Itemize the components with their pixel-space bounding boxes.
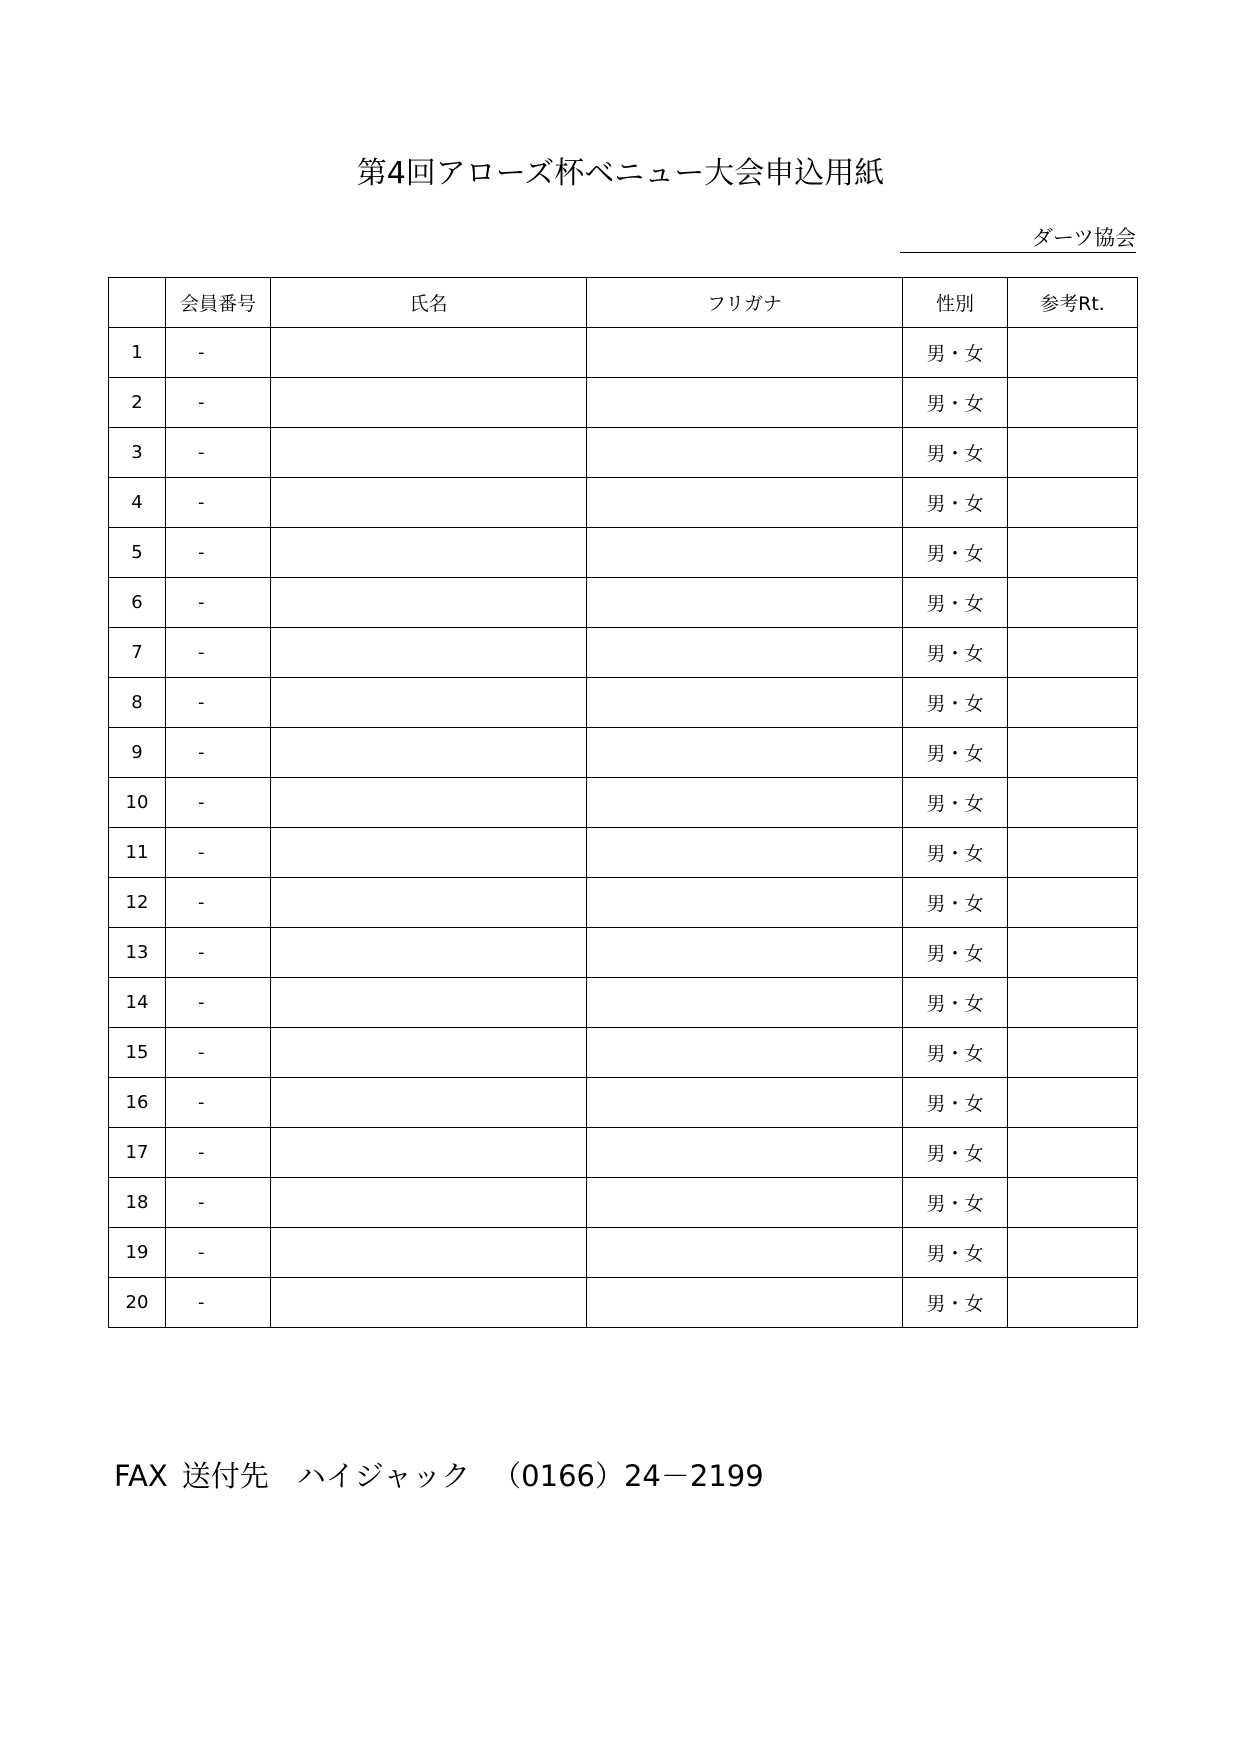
rating-cell[interactable] — [1008, 578, 1138, 628]
member-id-cell[interactable]: - — [166, 1278, 271, 1328]
row-number: 9 — [109, 728, 166, 778]
sex-cell[interactable]: 男・女 — [903, 728, 1008, 778]
row-number: 14 — [109, 978, 166, 1028]
sex-cell[interactable]: 男・女 — [903, 1278, 1008, 1328]
furigana-cell[interactable] — [587, 678, 903, 728]
row-number: 5 — [109, 528, 166, 578]
sex-cell[interactable]: 男・女 — [903, 1078, 1008, 1128]
table-row — [109, 978, 1138, 1028]
row-number: 1 — [109, 328, 166, 378]
fax-number: （0166）24－2199 — [492, 1459, 764, 1493]
rating-cell[interactable] — [1008, 528, 1138, 578]
member-id-cell[interactable]: - — [166, 1178, 271, 1228]
member-id-cell[interactable]: - — [166, 1078, 271, 1128]
row-number: 6 — [109, 578, 166, 628]
row-number: 11 — [109, 828, 166, 878]
table-row — [109, 878, 1138, 928]
member-id-cell[interactable]: - — [166, 678, 271, 728]
furigana-cell[interactable] — [587, 1278, 903, 1328]
member-id-cell[interactable]: - — [166, 428, 271, 478]
table-row — [109, 428, 1138, 478]
sex-cell[interactable]: 男・女 — [903, 778, 1008, 828]
furigana-cell[interactable] — [587, 778, 903, 828]
row-number: 10 — [109, 778, 166, 828]
fax-label: FAX — [114, 1459, 168, 1493]
organization-name: ダーツ協会 — [900, 224, 1136, 253]
name-cell[interactable] — [271, 678, 587, 728]
table-row — [109, 1128, 1138, 1178]
table-row — [109, 928, 1138, 978]
name-cell[interactable] — [271, 978, 587, 1028]
furigana-cell[interactable] — [587, 478, 903, 528]
member-id-cell[interactable]: - — [166, 728, 271, 778]
fax-destination-label: 送付先 — [181, 1459, 269, 1493]
sex-cell[interactable]: 男・女 — [903, 828, 1008, 878]
table-row — [109, 1028, 1138, 1078]
table-row — [109, 728, 1138, 778]
rating-cell[interactable] — [1008, 678, 1138, 728]
member-id-cell[interactable]: - — [166, 928, 271, 978]
row-number: 2 — [109, 378, 166, 428]
name-cell[interactable] — [271, 1228, 587, 1278]
rating-cell[interactable] — [1008, 428, 1138, 478]
furigana-cell[interactable] — [587, 528, 903, 578]
sex-cell[interactable]: 男・女 — [903, 978, 1008, 1028]
name-cell[interactable] — [271, 428, 587, 478]
sex-cell[interactable]: 男・女 — [903, 578, 1008, 628]
name-cell[interactable] — [271, 478, 587, 528]
sex-cell[interactable]: 男・女 — [903, 428, 1008, 478]
rating-cell[interactable] — [1008, 978, 1138, 1028]
sex-cell[interactable]: 男・女 — [903, 928, 1008, 978]
furigana-cell[interactable] — [587, 828, 903, 878]
sex-cell[interactable]: 男・女 — [903, 1228, 1008, 1278]
rating-cell[interactable] — [1008, 378, 1138, 428]
member-id-cell[interactable]: - — [166, 328, 271, 378]
furigana-cell[interactable] — [587, 978, 903, 1028]
rating-cell[interactable] — [1008, 1178, 1138, 1228]
table-row — [109, 1178, 1138, 1228]
sex-cell[interactable]: 男・女 — [903, 528, 1008, 578]
member-id-cell[interactable]: - — [166, 828, 271, 878]
row-number: 3 — [109, 428, 166, 478]
name-cell[interactable] — [271, 1178, 587, 1228]
furigana-cell[interactable] — [587, 1128, 903, 1178]
header-member-id: 会員番号 — [166, 278, 271, 328]
rating-cell[interactable] — [1008, 1228, 1138, 1278]
sex-cell[interactable]: 男・女 — [903, 1128, 1008, 1178]
row-number: 8 — [109, 678, 166, 728]
fax-recipient: ハイジャック — [296, 1459, 471, 1493]
furigana-cell[interactable] — [587, 728, 903, 778]
table-row — [109, 578, 1138, 628]
row-number: 12 — [109, 878, 166, 928]
row-number: 15 — [109, 1028, 166, 1078]
row-number: 4 — [109, 478, 166, 528]
sex-cell[interactable]: 男・女 — [903, 878, 1008, 928]
member-id-cell[interactable]: - — [166, 528, 271, 578]
page-title: 第4回アローズ杯ベニュー大会申込用紙 — [356, 156, 885, 191]
row-number: 17 — [109, 1128, 166, 1178]
furigana-cell[interactable] — [587, 878, 903, 928]
member-id-cell[interactable]: - — [166, 578, 271, 628]
furigana-cell[interactable] — [587, 428, 903, 478]
row-number: 18 — [109, 1178, 166, 1228]
furigana-cell[interactable] — [587, 1078, 903, 1128]
row-number: 16 — [109, 1078, 166, 1128]
row-number: 20 — [109, 1278, 166, 1328]
rating-cell[interactable] — [1008, 928, 1138, 978]
member-id-cell[interactable]: - — [166, 628, 271, 678]
furigana-cell[interactable] — [587, 578, 903, 628]
rating-cell[interactable] — [1008, 1078, 1138, 1128]
rating-cell[interactable] — [1008, 1128, 1138, 1178]
table-row — [109, 1278, 1138, 1328]
name-cell[interactable] — [271, 578, 587, 628]
fax-line — [114, 1456, 764, 1496]
table-row — [109, 1078, 1138, 1128]
rating-cell[interactable] — [1008, 328, 1138, 378]
table-row — [109, 378, 1138, 428]
rating-cell[interactable] — [1008, 478, 1138, 528]
header-furigana: フリガナ — [587, 278, 903, 328]
name-cell[interactable] — [271, 878, 587, 928]
rating-cell[interactable] — [1008, 1028, 1138, 1078]
table-header-row — [109, 278, 1138, 328]
name-cell[interactable] — [271, 1128, 587, 1178]
name-cell[interactable] — [271, 1278, 587, 1328]
member-id-cell[interactable]: - — [166, 478, 271, 528]
furigana-cell[interactable] — [587, 628, 903, 678]
header-sex: 性別 — [903, 278, 1008, 328]
table-row — [109, 828, 1138, 878]
name-cell[interactable] — [271, 528, 587, 578]
rating-cell[interactable] — [1008, 1278, 1138, 1328]
sex-cell[interactable]: 男・女 — [903, 478, 1008, 528]
rating-cell[interactable] — [1008, 628, 1138, 678]
name-cell[interactable] — [271, 1078, 587, 1128]
name-cell[interactable] — [271, 628, 587, 678]
member-id-cell[interactable]: - — [166, 778, 271, 828]
member-id-cell[interactable]: - — [166, 1028, 271, 1078]
member-id-cell[interactable]: - — [166, 378, 271, 428]
row-number: 7 — [109, 628, 166, 678]
table-row — [109, 678, 1138, 728]
row-number: 19 — [109, 1228, 166, 1278]
name-cell[interactable] — [271, 378, 587, 428]
row-number: 13 — [109, 928, 166, 978]
header-no — [109, 278, 166, 328]
table-row — [109, 328, 1138, 378]
table-row — [109, 478, 1138, 528]
name-cell[interactable] — [271, 828, 587, 878]
furigana-cell[interactable] — [587, 1228, 903, 1278]
furigana-cell[interactable] — [587, 928, 903, 978]
table-row — [109, 628, 1138, 678]
table-row — [109, 778, 1138, 828]
header-rating: 参考Rt. — [1008, 278, 1138, 328]
table-row — [109, 528, 1138, 578]
sex-cell[interactable]: 男・女 — [903, 328, 1008, 378]
name-cell[interactable] — [271, 728, 587, 778]
member-id-cell[interactable]: - — [166, 878, 271, 928]
rating-cell[interactable] — [1008, 878, 1138, 928]
sex-cell[interactable]: 男・女 — [903, 628, 1008, 678]
name-cell[interactable] — [271, 1028, 587, 1078]
table-row — [109, 1228, 1138, 1278]
name-cell[interactable] — [271, 928, 587, 978]
sex-cell[interactable]: 男・女 — [903, 1028, 1008, 1078]
furigana-cell[interactable] — [587, 1178, 903, 1228]
name-cell[interactable] — [271, 328, 587, 378]
furigana-cell[interactable] — [587, 328, 903, 378]
rating-cell[interactable] — [1008, 778, 1138, 828]
member-id-cell[interactable]: - — [166, 978, 271, 1028]
furigana-cell[interactable] — [587, 378, 903, 428]
sex-cell[interactable]: 男・女 — [903, 678, 1008, 728]
furigana-cell[interactable] — [587, 1028, 903, 1078]
header-name: 氏名 — [271, 278, 587, 328]
member-id-cell[interactable]: - — [166, 1128, 271, 1178]
rating-cell[interactable] — [1008, 828, 1138, 878]
name-cell[interactable] — [271, 778, 587, 828]
member-id-cell[interactable]: - — [166, 1228, 271, 1278]
entry-table — [108, 277, 1138, 1328]
sex-cell[interactable]: 男・女 — [903, 378, 1008, 428]
sex-cell[interactable]: 男・女 — [903, 1178, 1008, 1228]
rating-cell[interactable] — [1008, 728, 1138, 778]
